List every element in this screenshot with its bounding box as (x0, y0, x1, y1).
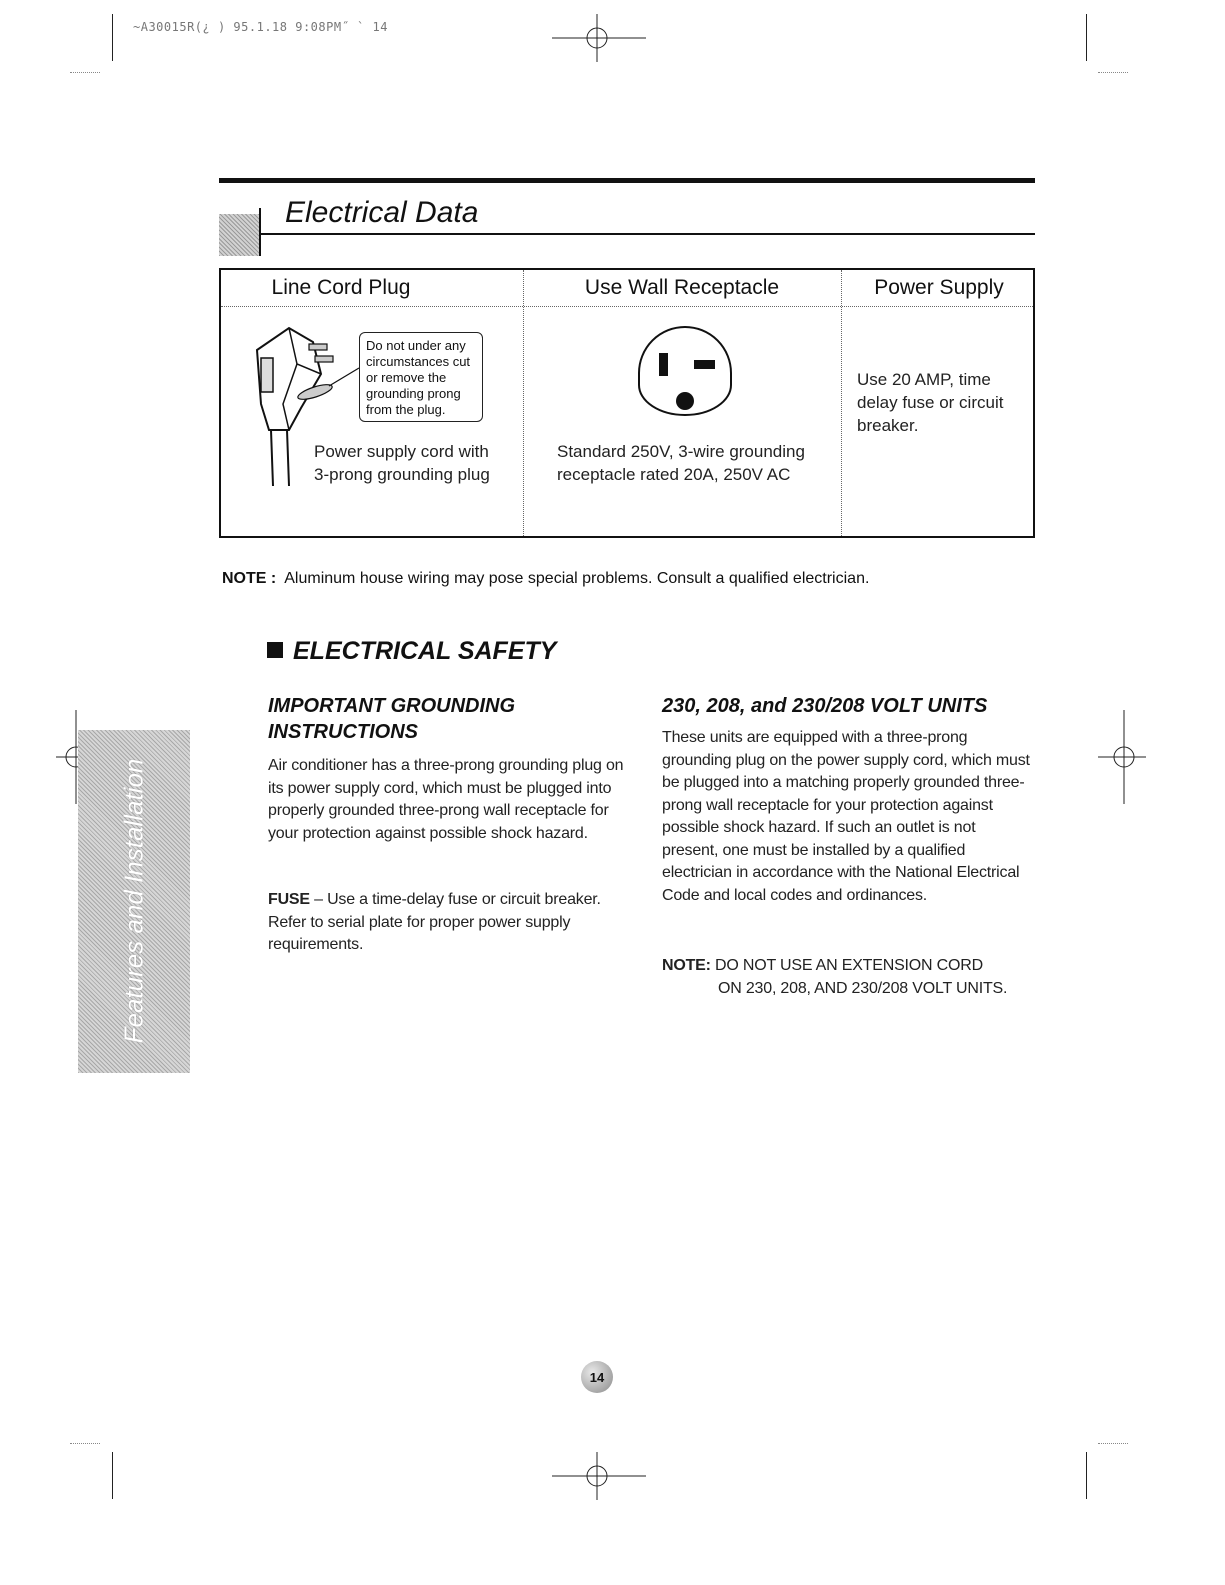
extension-cord-note (662, 955, 1032, 1000)
title-stub (259, 208, 261, 256)
page-number: 14 (589, 1369, 605, 1385)
fuse-text: – Use a time-delay fuse or circuit breaker. Refer to serial plate for proper power supply requirements. (268, 891, 601, 953)
power-supply-text: Use 20 AMP, time delay fuse or circuit breaker. (857, 370, 1004, 435)
crop-mark-bottom-left (112, 1452, 113, 1499)
title-marker (219, 214, 261, 256)
wall-receptacle-icon (633, 325, 737, 421)
crop-hair-top-left (70, 72, 100, 73)
volt-units-heading: 230, 208, and 230/208 VOLT UNITS (662, 695, 988, 717)
electrical-safety-title: ELECTRICAL SAFETY (293, 637, 557, 665)
crop-hair-bottom-left (70, 1443, 100, 1444)
crop-mark-top-left (112, 14, 113, 61)
registration-mark-right-icon (1098, 710, 1146, 804)
plug-caption-line-2: 3-prong grounding plug (314, 465, 490, 484)
header-line-cord-plug: Line Cord Plug (271, 276, 411, 299)
grounding-heading-line-1: IMPORTANT GROUNDING (268, 695, 516, 717)
grounding-heading-line-2: INSTRUCTIONS (268, 721, 418, 743)
note-line (222, 570, 869, 588)
plug-warning-callout: Do not under any circumstances cut or remove the grounding prong from the plug. (359, 332, 483, 422)
bullet-square-icon (267, 642, 283, 658)
header-wall-receptacle: Use Wall Receptacle (584, 276, 780, 299)
extension-note-line-2: ON 230, 208, AND 230/208 VOLT UNITS. (718, 979, 1008, 997)
title-underline (259, 233, 1035, 235)
table-column-divider (841, 270, 842, 536)
electrical-data-table (219, 268, 1035, 538)
registration-mark-bottom-icon (552, 1452, 646, 1500)
page-number-badge (581, 1361, 613, 1393)
crop-mark-top-right (1086, 14, 1087, 61)
receptacle-caption-line-2: receptacle rated 20A, 250V AC (557, 465, 791, 484)
crop-hair-bottom-right (1098, 1443, 1128, 1444)
top-rule (219, 178, 1035, 183)
registration-mark-top-icon (552, 14, 646, 62)
grounding-body: Air conditioner has a three-prong grounding plug on its power supply cord, which must be plugged into properly grounded three-prong wall receptacle for your protection against possible shock hazard. (268, 757, 624, 842)
receptacle-caption-line-1: Standard 250V, 3-wire grounding (557, 442, 805, 461)
header-power-supply: Power Supply (874, 276, 1004, 299)
print-slug: ~A30015R(¿ ) 95.1.18 9:08PM˝ ` 14 (133, 20, 388, 34)
electrical-safety-heading (267, 637, 556, 666)
extension-note-label: NOTE: (662, 957, 711, 974)
volt-units-body: These units are equipped with a three-prong grounding plug on the power supply cord, which must be plugged into a matching properly grounded three-prong wall receptacle for your protection against possible shock hazard. If such an outlet is not present, one must be installed by a qualified electrician in accordance with the National Electrical Code and local codes and ordinances. (662, 729, 1030, 904)
section-title: Electrical Data (285, 196, 479, 229)
side-tab (78, 730, 190, 1073)
plug-caption-line-1: Power supply cord with (314, 442, 489, 461)
note-label: NOTE : (222, 570, 277, 587)
crop-hair-top-right (1098, 72, 1128, 73)
table-header-divider (221, 306, 1033, 307)
extension-note-line-1: DO NOT USE AN EXTENSION CORD (710, 957, 983, 974)
crop-mark-bottom-right (1086, 1452, 1087, 1499)
fuse-paragraph (268, 889, 636, 957)
side-tab-label: Features and Installation (118, 758, 149, 1044)
note-text: Aluminum house wiring may pose special problems. Consult a qualified electrician. (284, 570, 870, 587)
fuse-label: FUSE (268, 891, 310, 908)
table-column-divider (523, 270, 524, 536)
